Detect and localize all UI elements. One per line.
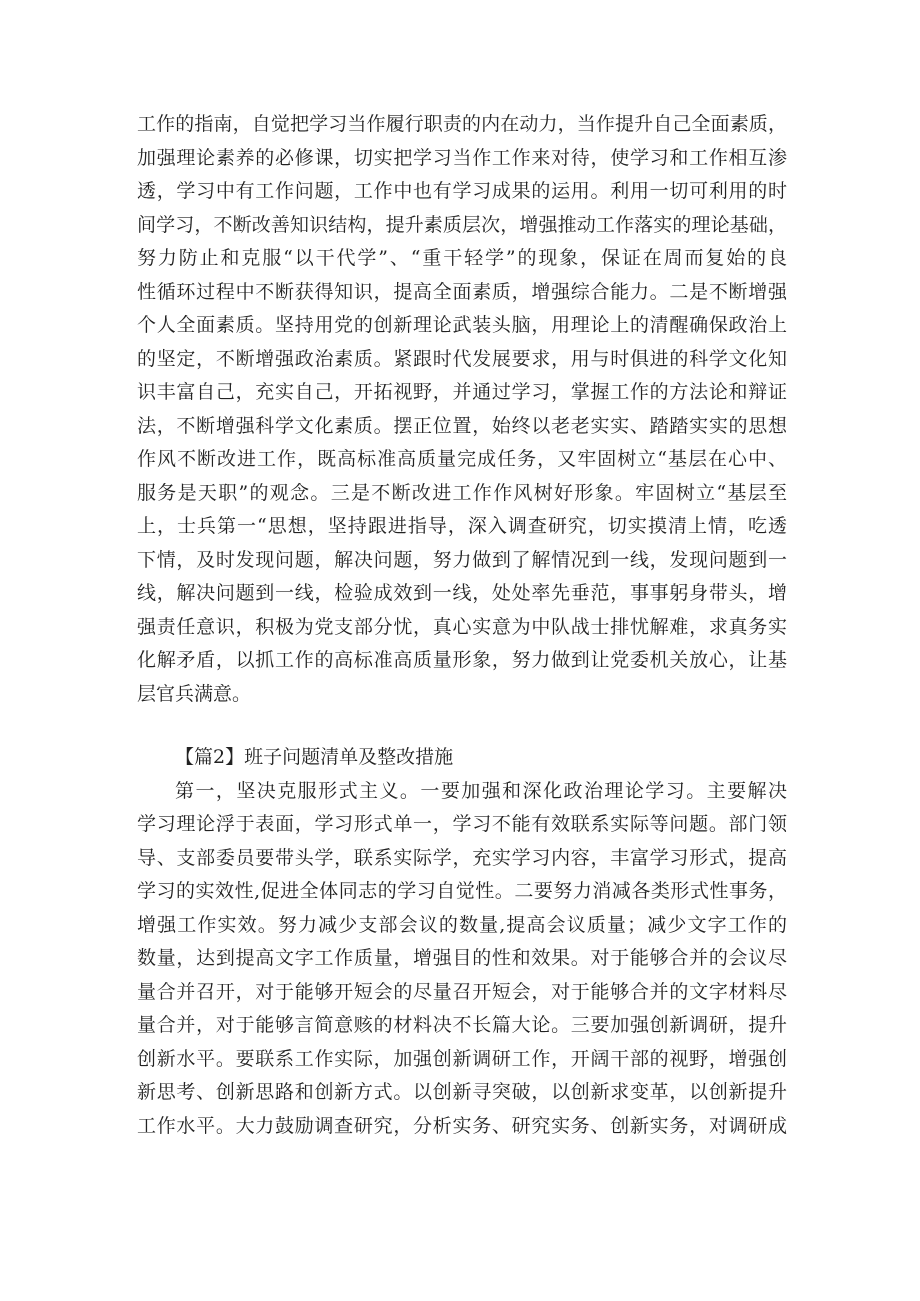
- paragraph-line: 工作水平。大力鼓励调查研究，分析实务、研究实务、创新实务，对调研成: [137, 1114, 787, 1137]
- paragraph-line: 服务是天职”的观念。三是不断改进工作作风树好形象。牢固树立“基层至: [137, 481, 787, 504]
- paragraph-line: 层官兵满意。: [137, 682, 252, 705]
- section-gap: [137, 711, 787, 741]
- paragraph-line: 法，不断增强科学文化素质。摆正位置，始终以老老实实、踏踏实实的思想: [137, 414, 787, 437]
- paragraph-line: 学习的实效性,促进全体同志的学习自觉性。二要努力消减各类形式性事务，: [137, 880, 787, 902]
- paragraph-line: 间学习，不断改善知识结构，提升素质层次，增强推动工作落实的理论基础，: [137, 213, 787, 236]
- section-2: [137, 741, 787, 1143]
- paragraph-line: 工作的指南，自觉把学习当作履行职责的内在动力，当作提升自己全面素质，: [137, 113, 787, 135]
- paragraph-line: 努力防止和克服“以干代学”、“重干轻学”的现象，保证在周而复始的良: [137, 247, 787, 269]
- paragraph-line: 个人全面素质。坚持用党的创新理论武装头脑，用理论上的清醒确保政治上: [137, 314, 787, 336]
- paragraph-line: 量合并召开，对于能够开短会的尽量召开短会，对于能够合并的文字材料尽: [137, 980, 787, 1003]
- paragraph-line: 增强工作实效。努力减少支部会议的数量,提高会议质量；减少文字工作的: [137, 913, 787, 936]
- paragraph-line: 新思考、创新思路和创新方式。以创新寻突破，以创新求变革，以创新提升: [137, 1081, 787, 1103]
- paragraph-line: 上，士兵第一“思想，坚持跟进指导，深入调查研究，切实摸清上情，吃透: [137, 515, 787, 537]
- section-heading: 【篇2】班子问题清单及整改措施: [175, 746, 454, 768]
- paragraph-line: 第一，坚决克服形式主义。一要加强和深化政治理论学习。主要解决: [175, 779, 787, 802]
- document-page: [137, 108, 787, 1143]
- paragraph-line: 数量，达到提高文字工作质量，增强目的性和效果。对于能够合并的会议尽: [137, 947, 787, 969]
- paragraph-line: 线，解决问题到一线，检验成效到一线，处处率先垂范，事事躬身带头，增: [137, 582, 787, 604]
- paragraph-line: 作风不断改进工作，既高标准高质量完成任务，又牢固树立“基层在心中、: [137, 448, 787, 470]
- paragraph-line: 的坚定，不断增强政治素质。紧跟时代发展要求，用与时俱进的科学文化知: [137, 347, 787, 370]
- paragraph-line: 创新水平。要联系工作实际，加强创新调研工作，开阔干部的视野，增强创: [137, 1047, 787, 1070]
- paragraph-line: 透，学习中有工作问题，工作中也有学习成果的运用。利用一切可利用的时: [137, 180, 787, 202]
- paragraph-line: 导、支部委员要带头学，联系实际学，充实学习内容，丰富学习形式，提高: [137, 846, 787, 869]
- paragraph-line: 量合并，对于能够言简意赅的材料决不长篇大论。三要加强创新调研，提升: [137, 1014, 787, 1036]
- paragraph-line: 加强理论素养的必修课，切实把学习当作工作来对待，使学习和工作相互渗: [137, 146, 787, 169]
- paragraph-line: 性循环过程中不断获得知识，提高全面素质，增强综合能力。二是不断增强: [137, 280, 787, 303]
- paragraph-line: 强责任意识，积极为党支部分忧，真心实意为中队战士排忧解难，求真务实: [137, 615, 787, 638]
- paragraph-line: 识丰富自己，充实自己，开拓视野，并通过学习，掌握工作的方法论和辩证: [137, 381, 787, 403]
- paragraph-line: 下情，及时发现问题，解决问题，努力做到了解情况到一线，发现问题到一: [137, 548, 787, 571]
- section-1-body: [137, 108, 787, 711]
- paragraph-line: 化解矛盾，以抓工作的高标准高质量形象，努力做到让党委机关放心，让基: [137, 649, 787, 671]
- paragraph-line: 学习理论浮于表面，学习形式单一，学习不能有效联系实际等问题。部门领: [137, 813, 787, 835]
